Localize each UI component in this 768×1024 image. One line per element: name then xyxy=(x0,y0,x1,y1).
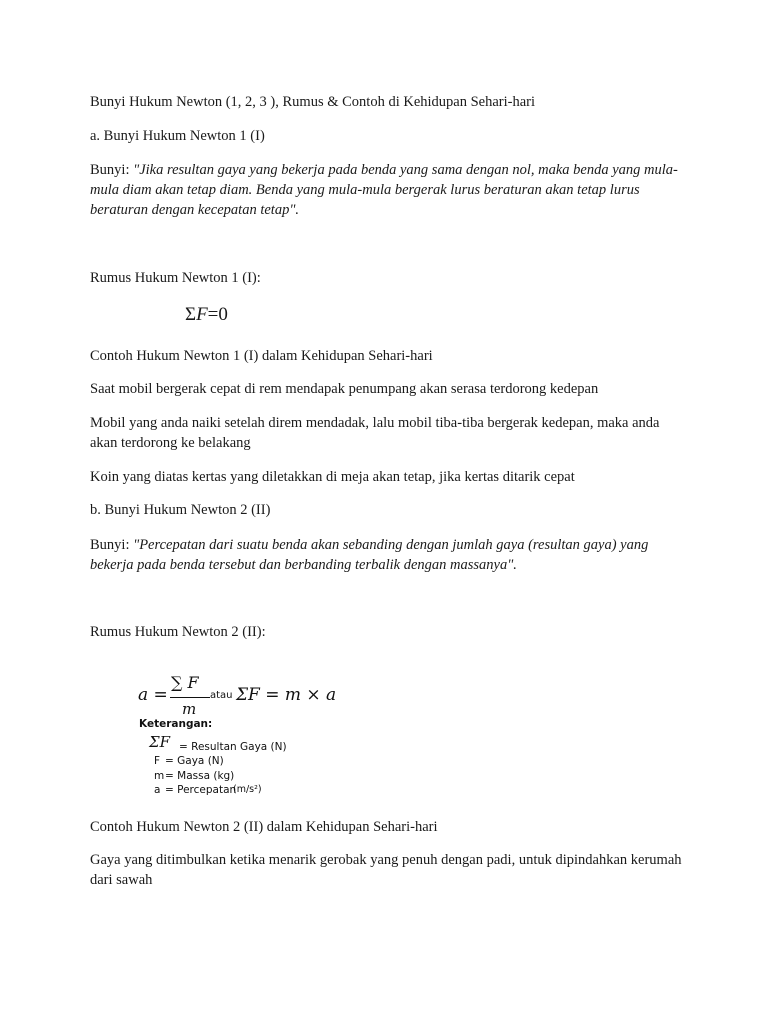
formula-atau: atau xyxy=(210,690,233,701)
section2-contoh-heading: Contoh Hukum Newton 2 (II) dalam Kehidupan Sehari-hari xyxy=(90,819,438,835)
legend-symbol: m xyxy=(154,770,165,782)
formula-numerator: ∑ F xyxy=(171,673,199,692)
keterangan-label: Keterangan: xyxy=(139,718,213,730)
example-item: Saat mobil bergerak cepat di rem mendapak penumpang akan serasa terdorong kedepan xyxy=(90,381,599,397)
legend-desc: = Percepatan xyxy=(165,784,237,796)
document-title: Bunyi Hukum Newton (1, 2, 3 ), Rumus & Contoh di Kehidupan Sehari-hari xyxy=(90,94,536,110)
legend-symbol: a xyxy=(154,784,161,796)
legend-symbol: F xyxy=(154,755,161,767)
formula-rhs: ΣF = m × a xyxy=(236,685,337,705)
section1-heading: a. Bunyi Hukum Newton 1 (I) xyxy=(90,128,265,144)
example-item: Mobil yang anda naiki setelah direm mendadak, lalu mobil tiba-tiba bergerak kedepan, maka anda akan terdorong ke belakang xyxy=(90,415,660,451)
bunyi-label: Bunyi: xyxy=(90,537,134,553)
legend-symbol: ΣF xyxy=(149,733,171,751)
legend-desc: = Resultan Gaya (N) xyxy=(179,741,287,753)
formula-lhs: a = xyxy=(138,685,168,705)
fraction-bar xyxy=(170,697,210,698)
legend-unit: (m/s²) xyxy=(233,784,262,795)
bunyi-quote: "Percepatan dari suatu benda akan sebanding dengan jumlah gaya (resultan gaya) yang bekerja pada benda tersebut dan berbanding terbalik dengan massanya". xyxy=(90,537,649,573)
section1-bunyi xyxy=(90,160,690,220)
bunyi-quote: "Jika resultan gaya yang bekerja pada benda yang sama dengan nol, maka benda yang mula-mula diam akan tetap diam. Benda yang mula-mula bergerak lurus beraturan akan tetap lurus beraturan dengan kecepatan tetap". xyxy=(90,162,678,218)
legend-desc: = Massa (kg) xyxy=(165,770,235,782)
section1-rumus-heading: Rumus Hukum Newton 1 (I): xyxy=(90,270,261,286)
section2-bunyi xyxy=(90,535,690,575)
example-item: Gaya yang ditimbulkan ketika menarik gerobak yang penuh dengan padi, untuk dipindahkan kerumah dari sawah xyxy=(90,852,682,888)
newton1-formula xyxy=(185,303,228,327)
bunyi-label: Bunyi: xyxy=(90,162,134,178)
section1-contoh-heading: Contoh Hukum Newton 1 (I) dalam Kehidupan Sehari-hari xyxy=(90,348,433,364)
formula-sigma: Σ xyxy=(185,304,197,325)
section2-rumus-heading: Rumus Hukum Newton 2 (II): xyxy=(90,624,266,640)
section2-heading: b. Bunyi Hukum Newton 2 (II) xyxy=(90,502,271,518)
legend-desc: = Gaya (N) xyxy=(165,755,224,767)
formula-equals-zero: =0 xyxy=(207,304,228,325)
formula-var-f: F xyxy=(196,304,208,325)
newton2-formula-image xyxy=(138,672,438,802)
formula-denominator: m xyxy=(182,700,197,718)
example-item: Koin yang diatas kertas yang diletakkan di meja akan tetap, jika kertas ditarik cepat xyxy=(90,469,575,485)
